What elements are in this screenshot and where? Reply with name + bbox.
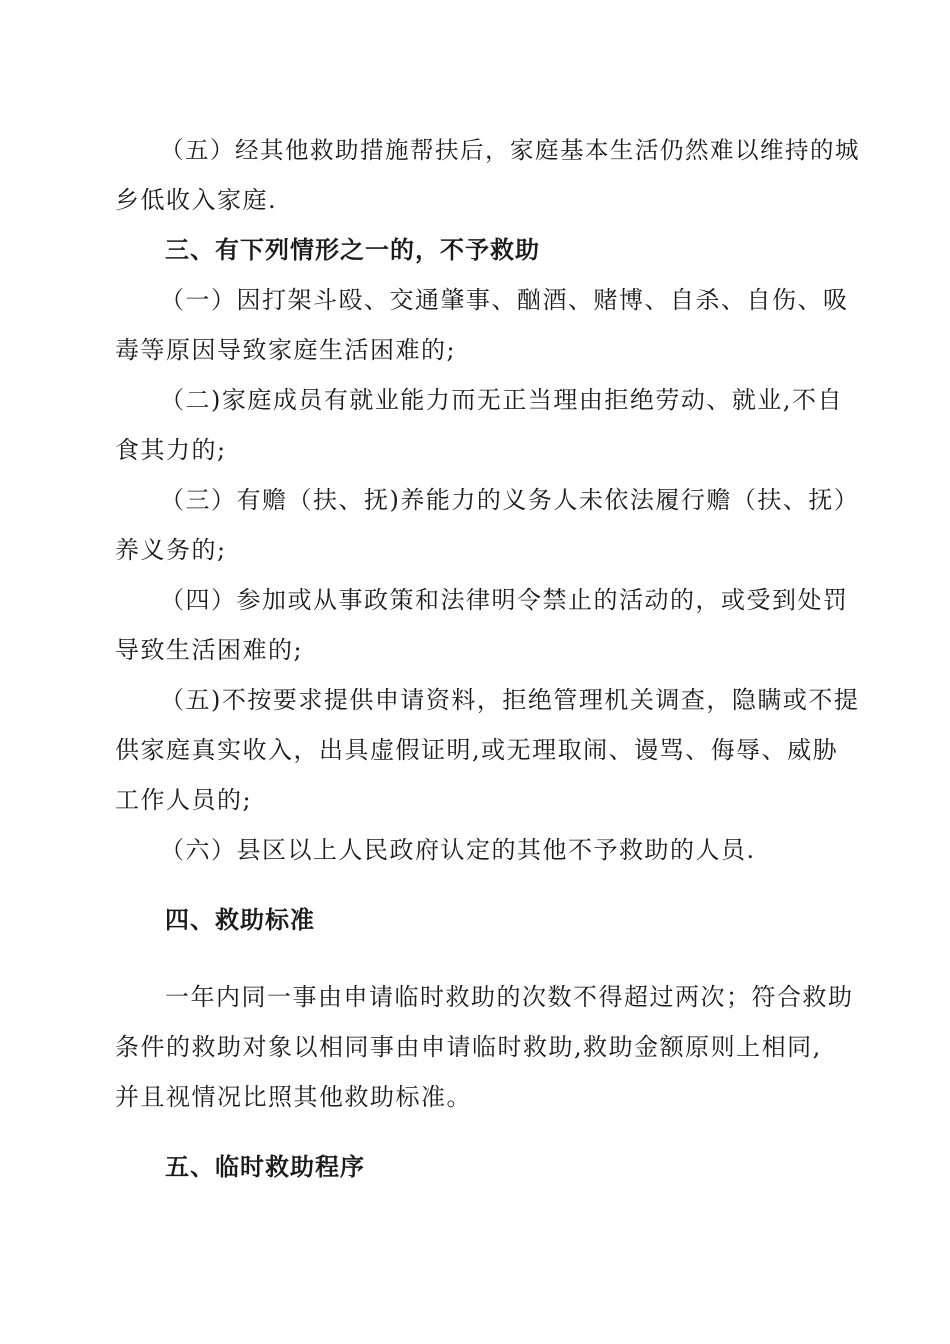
paragraph-exclusion2-line1: （二)家庭成员有就业能力而无正当理由拒绝劳动、就业,不自: [160, 386, 843, 414]
paragraph-standard-line2: 条件的救助对象以相同事由申请临时救助,救助金额原则上相同,: [115, 1033, 822, 1061]
paragraph-exclusion5-line1: （五)不按要求提供申请资料，拒绝管理机关调查，隐瞒或不提: [160, 686, 860, 714]
paragraph-exclusion1-line2: 毒等原因导致家庭生活困难的;: [115, 336, 457, 364]
paragraph-exclusion1-line1: （一）因打架斗殴、交通肇事、酗酒、赌博、自杀、自伤、吸: [160, 286, 849, 314]
paragraph-exclusion6-line1: （六）县区以上人民政府认定的其他不予救助的人员.: [160, 836, 756, 864]
paragraph-item5-line2: 乡低收入家庭.: [115, 186, 278, 214]
paragraph-standard-line1: 一年内同一事由申请临时救助的次数不得超过两次；符合救助: [165, 983, 854, 1011]
paragraph-exclusion3-line2: 养义务的;: [115, 536, 227, 564]
section-heading-3: 三、有下列情形之一的，不予救助: [165, 236, 540, 264]
section-heading-5: 五、临时救助程序: [165, 1153, 365, 1181]
paragraph-exclusion5-line2: 供家庭真实收入，出具虚假证明,或无理取闹、谩骂、侮辱、威胁: [115, 736, 839, 764]
section-heading-4: 四、救助标准: [165, 906, 315, 934]
paragraph-item5-line1: （五）经其他救助措施帮扶后，家庭基本生活仍然难以维持的城: [160, 136, 860, 164]
paragraph-standard-line3: 并且视情况比照其他救助标准。: [115, 1083, 472, 1111]
paragraph-exclusion4-line1: （四）参加或从事政策和法律明令禁止的活动的，或受到处罚: [160, 586, 849, 614]
paragraph-exclusion2-line2: 食其力的;: [115, 436, 227, 464]
paragraph-exclusion5-line3: 工作人员的;: [115, 786, 253, 814]
paragraph-exclusion4-line2: 导致生活困难的;: [115, 636, 304, 664]
paragraph-exclusion3-line1: （三）有赡（扶、抚)养能力的义务人未依法履行赡（扶、抚）: [160, 486, 860, 514]
